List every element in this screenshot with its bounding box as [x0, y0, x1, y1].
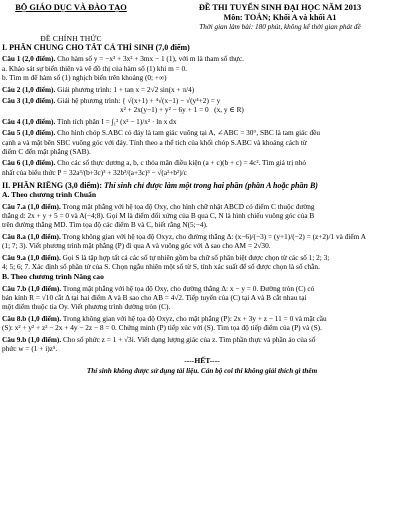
part2-title-text: II. PHẦN RIÊNG (3,0 điểm):: [2, 180, 102, 190]
question-text: Cho hàm số y = −x³ + 3x² + 3mx − 1 (1), với m là tham số thực.: [57, 54, 244, 64]
question-label: Câu 2 (1,0 điểm).: [2, 84, 56, 94]
question-text: Cho hình chóp S.ABC có đáy là tam giác vuông tại A, ∠ABC = 30°, SBC là tam giác đều: [57, 128, 320, 138]
question-6: [2, 158, 402, 177]
exam-subject: Môn: TOÁN; Khối A và khối A1: [223, 13, 337, 22]
question-7a: [2, 202, 402, 230]
question-text: Gọi S là tập hợp tất cả các số tự nhiên gồm ba chữ số phân biệt được chọn từ các số 1; 2; 3;: [62, 252, 330, 262]
question-label: Câu 9.a (1,0 điểm).: [2, 252, 61, 262]
exam-content: [2, 41, 402, 377]
question-text: Tính tích phân I = ∫₁² (x² − 1)/x² · ln x dx: [57, 116, 177, 126]
question-label: Câu 8.b (1,0 điểm).: [2, 313, 62, 323]
question-text: điểm C đến mặt phẳng (SAB).: [2, 146, 91, 156]
system-domain: (x, y ∈ R): [214, 105, 244, 115]
question-2: [2, 85, 402, 94]
time-note: Thời gian làm bài: 180 phút, không kể thời gian phát đề: [199, 23, 361, 31]
question-label: Câu 5 (1,0 điểm).: [2, 128, 56, 138]
question-text: trên đường thẳng MD. Tìm tọa độ các điểm B và C, biết rằng N(5;−4).: [2, 220, 208, 230]
question-9b: [2, 335, 402, 354]
part1-title: I. PHẦN CHUNG CHO TẤT CẢ THÍ SINH (7,0 điểm): [2, 43, 190, 52]
question-text: (1; 7; 3). Viết phương trình mặt phẳng (P) đi qua A và vuông góc với Δ sao cho AM = 2√30.: [2, 241, 271, 251]
footer-note: Thí sinh không được sử dụng tài liệu. Cán bộ coi thi không giải thích gì thêm: [86, 367, 318, 376]
question-text: nhất của biểu thức P = 32a³/(b+3c)³ + 32b³/(a+3c)³ − √(a²+b²)/c: [2, 167, 187, 177]
question-part-a: a. Khảo sát sự biến thiên và vẽ đồ thị của hàm số (1) khi m = 0.: [2, 63, 187, 73]
partA-title: A. Theo chương trình Chuẩn: [2, 190, 97, 200]
official-label: ĐỀ CHÍNH THỨC: [40, 34, 102, 43]
question-1: [2, 54, 402, 82]
question-4: [2, 117, 402, 126]
question-label: Câu 7.a (1,0 điểm).: [2, 201, 61, 211]
question-part-b: b. Tìm m để hàm số (1) nghịch biến trên khoảng (0; +∞): [2, 73, 167, 83]
question-text: Cho số phức z = 1 + √3i. Viết dạng lượng giác của z. Tìm phần thực và phần ảo của số: [63, 334, 316, 344]
header-right: [158, 3, 402, 31]
question-text: Trong mặt phẳng với hệ tọa độ Oxy, cho đường thẳng Δ: x − y = 0. Đường tròn (C) có: [62, 283, 315, 293]
question-text: bán kính R = √10 cắt Δ tại hai điểm A và B sao cho AB = 4√2. Tiếp tuyến của (C) tại A và B cắt nhau tại: [2, 293, 307, 302]
question-text: cạnh a và mặt bên SBC vuông góc với đáy. Tính theo a thể tích của khối chóp S.ABC và khoảng cách từ: [2, 137, 307, 147]
question-9a: [2, 253, 402, 272]
question-7b: [2, 284, 402, 312]
question-8b: [2, 314, 402, 333]
question-8a: [2, 232, 402, 251]
question-3: Câu 3 (1,0 điểm). Giải hệ phương trình: { √(x+1) + ⁴√(x−1) − √(y⁴+2) = y x² + 2x(y−1) + y² − 6y + 1 = 0 (x, y ∈ R): [2, 96, 244, 115]
question-text: phức w = (1 + i)z⁵.: [2, 343, 58, 353]
system-equation-2: x² + 2x(y−1) + y² − 6y + 1 = 0: [120, 105, 209, 115]
question-text: Trong không gian với hệ tọa độ Oxyz, cho mặt phẳng (P): 2x + 3y + z − 11 = 0 và mặt cầu: [62, 313, 327, 323]
question-label: Câu 7.b (1,0 điểm).: [2, 283, 62, 293]
question-label: Câu 8.a (1,0 điểm).: [2, 231, 61, 241]
part2-title: [2, 181, 402, 190]
question-text: Trong mặt phẳng với hệ tọa độ Oxy, cho hình chữ nhật ABCD có điểm C thuộc đường: [62, 201, 315, 211]
question-label: Câu 1 (2,0 điểm).: [2, 54, 56, 64]
question-text: thẳng d: 2x + y + 5 = 0 và A(−4;8). Gọi M là điểm đối xứng của B qua C, N là hình chiếu vuông góc của B: [2, 211, 315, 221]
header-left: [2, 3, 140, 43]
end-marker: ----HẾT----: [184, 356, 220, 366]
question-text: (S): x² + y² + z² − 2x + 4y − 2z − 8 = 0. Chứng minh (P) tiếp xúc với (S). Tìm tọa độ tiếp điểm của (P) và (S).: [2, 323, 322, 333]
question-text: Cho các số thực dương a, b, c thỏa mãn điều kiện (a + c)(b + c) = 4c². Tìm giá trị nhỏ: [57, 158, 306, 168]
system-equation-1: √(x+1) + ⁴√(x−1) − √(y⁴+2) = y: [127, 96, 221, 106]
question-label: Câu 9.b (1,0 điểm).: [2, 334, 62, 344]
part2-title-note: Thí sinh chỉ được làm một trong hai phần (phần A hoặc phần B): [104, 180, 318, 190]
question-label: Câu 3 (1,0 điểm).: [2, 96, 56, 106]
question-text: Trong không gian với hệ tọa độ Oxyz, cho đường thẳng Δ: (x−6)/(−3) = (y+1)/(−2) = (z+2)/1 và điểm A: [62, 231, 366, 241]
exam-title: ĐỀ THI TUYỂN SINH ĐẠI HỌC NĂM 2013: [198, 3, 362, 12]
question-text: một điểm thuộc tia Oy. Viết phương trình đường tròn (C).: [2, 302, 171, 312]
question-label: Câu 6 (1,0 điểm).: [2, 158, 56, 168]
question-label: Câu 4 (1,0 điểm).: [2, 116, 56, 126]
question-5: [2, 128, 402, 156]
ministry-name: BỘ GIÁO DỤC VÀ ĐÀO TẠO: [15, 3, 127, 12]
question-text: Giải phương trình: 1 + tan x = 2√2 sin(x + π/4): [57, 84, 195, 94]
question-text: 4; 5; 6; 7. Xác định số phần tử của S. Chọn ngẫu nhiên một số từ S, tính xác suất để số được chọn là số chẵn.: [2, 261, 320, 271]
question-text: Giải hệ phương trình:: [57, 96, 121, 106]
partB-title: B. Theo chương trình Nâng cao: [2, 272, 104, 282]
